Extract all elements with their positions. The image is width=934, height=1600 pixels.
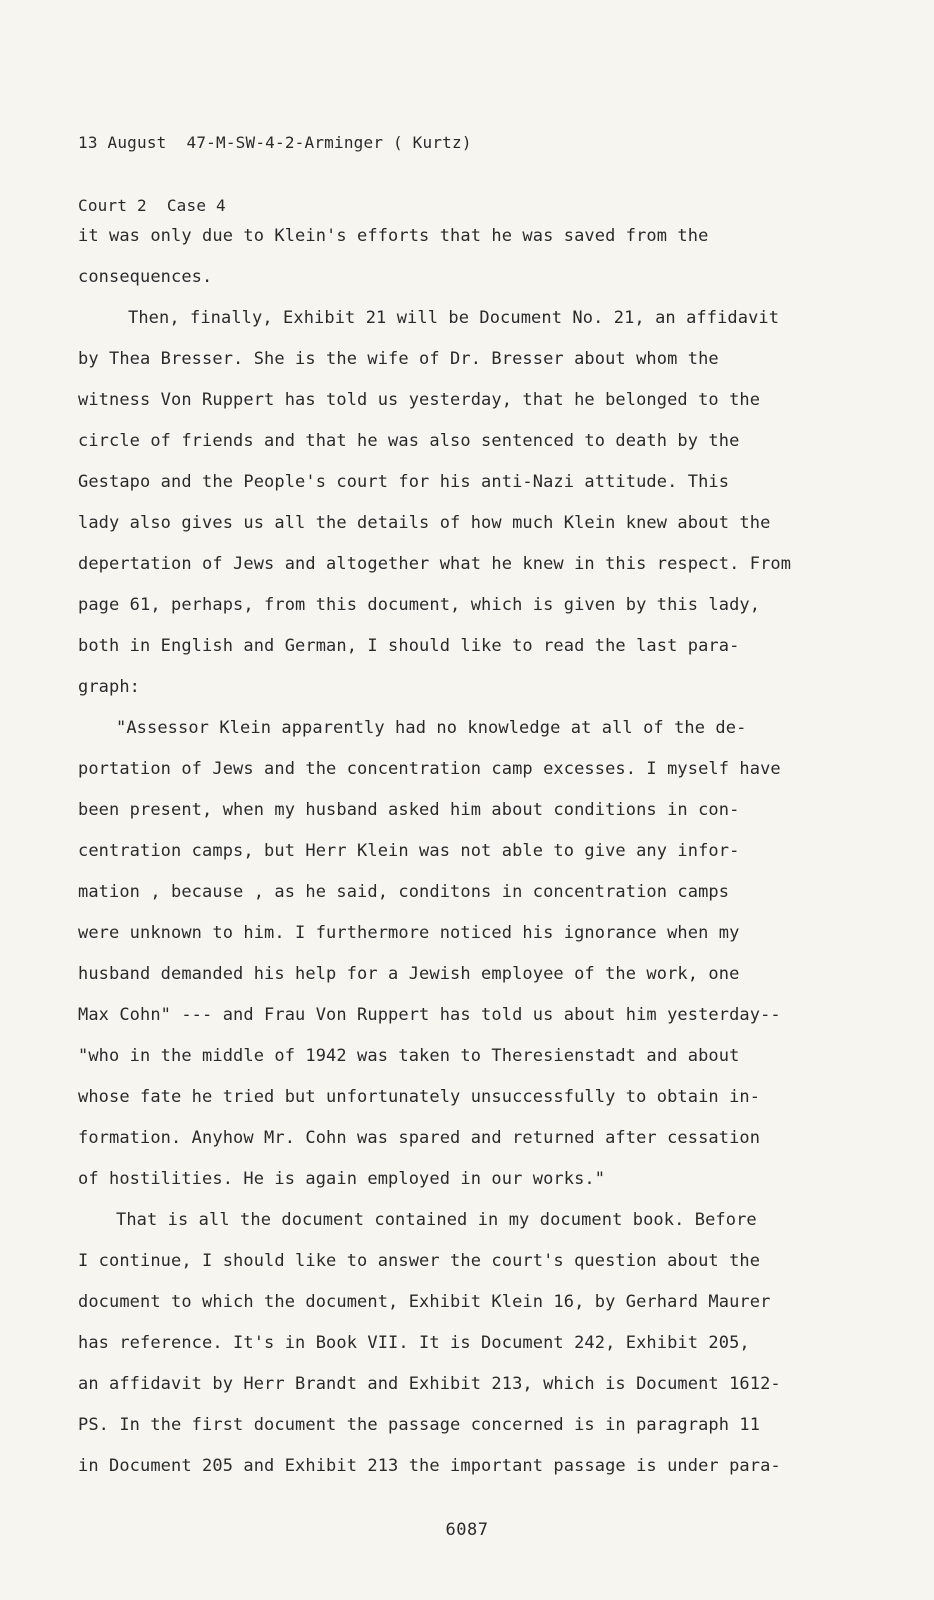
text-line: were unknown to him. I furthermore noticed his ignorance when my [78,923,740,943]
text-line: portation of Jews and the concentration camp excesses. I myself have [78,759,781,779]
text-line: "who in the middle of 1942 was taken to Theresienstadt and about [78,1046,740,1066]
text-line: formation. Anyhow Mr. Cohn was spared and returned after cessation [78,1128,761,1148]
text-line: by Thea Bresser. She is the wife of Dr. Bresser about whom the [78,349,719,369]
text-line: page 61, perhaps, from this document, which is given by this lady, [78,595,761,615]
text-line: been present, when my husband asked him about conditions in con- [78,800,740,820]
text-line: PS. In the first document the passage concerned is in paragraph 11 [78,1415,761,1435]
text-line: of hostilities. He is again employed in our works." [78,1169,606,1189]
text-line: depertation of Jews and altogether what he knew in this respect. From [78,554,792,574]
text-line: centration camps, but Herr Klein was not able to give any infor- [78,841,740,861]
text-line: document to which the document, Exhibit Klein 16, by Gerhard Maurer [78,1292,771,1312]
header-row-1 [78,132,472,153]
text-line: has reference. It's in Book VII. It is Document 242, Exhibit 205, [78,1333,750,1353]
header-court: Court 2 [78,196,147,215]
text-line: an affidavit by Herr Brandt and Exhibit 213, which is Document 1612- [78,1374,781,1394]
header-row-2 [78,195,472,216]
transcript-body [78,216,798,1487]
text-line: both in English and German, I should like to read the last para- [78,636,740,656]
text-line: whose fate he tried but unfortunately unsuccessfully to obtain in- [78,1087,761,1107]
text-line: I continue, I should like to answer the court's question about the [78,1251,761,1271]
header-date: 13 August [78,133,167,152]
text-line: witness Von Ruppert has told us yesterday, that he belonged to the [78,390,761,410]
text-line: "Assessor Klein apparently had no knowledge at all of the de- [116,718,747,738]
header-reference: 47-M-SW-4-2-Arminger ( Kurtz) [186,133,472,152]
text-line: That is all the document contained in my document book. Before [116,1210,757,1230]
page-number: 6087 [445,1520,489,1540]
text-line: in Document 205 and Exhibit 213 the important passage is under para- [78,1456,781,1476]
text-line: graph: [78,677,141,697]
text-line: Max Cohn" --- and Frau Von Ruppert has told us about him yesterday-- [78,1005,781,1025]
text-line: it was only due to Klein's efforts that he was saved from the [78,226,709,246]
text-line: mation , because , as he said, conditons in concentration camps [78,882,730,902]
text-line: Gestapo and the People's court for his anti-Nazi attitude. This [78,472,730,492]
text-line: Then, finally, Exhibit 21 will be Document No. 21, an affidavit [128,308,780,328]
header-case: Case 4 [166,196,226,215]
text-line: husband demanded his help for a Jewish employee of the work, one [78,964,740,984]
text-line: circle of friends and that he was also sentenced to death by the [78,431,740,451]
text-line: consequences. [78,267,213,287]
text-line: lady also gives us all the details of how much Klein knew about the [78,513,771,533]
